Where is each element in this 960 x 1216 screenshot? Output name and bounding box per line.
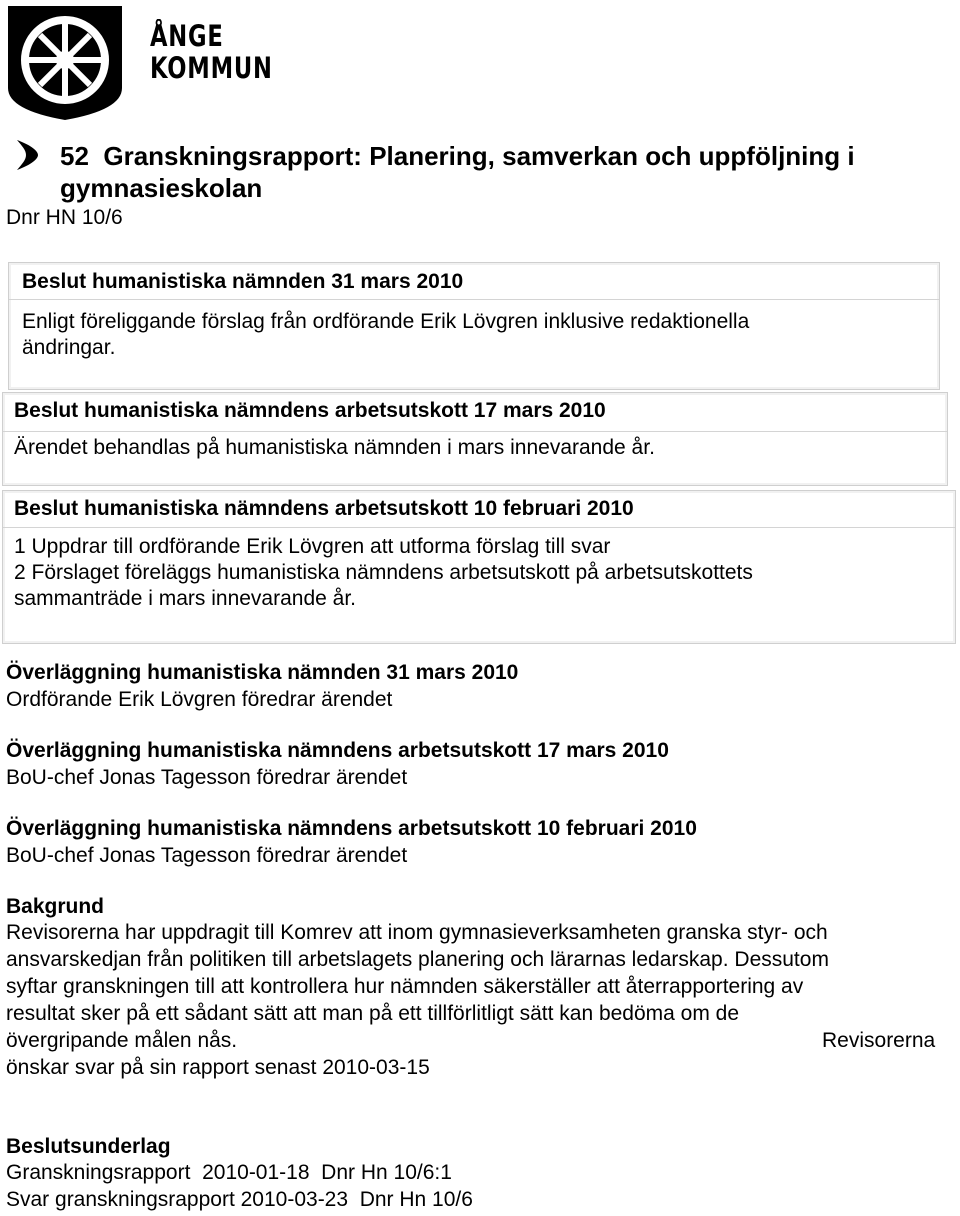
decision-box-1 xyxy=(8,262,940,390)
deliberation-text-2: BoU-chef Jonas Tagesson föredrar ärendet xyxy=(6,766,408,789)
background-heading: Bakgrund xyxy=(6,895,105,918)
section-bullet-icon xyxy=(14,138,40,172)
municipality-logo-text xyxy=(150,19,273,85)
background-line: önskar svar på sin rapport senast 2010-03-15 xyxy=(6,1056,430,1079)
basis-heading: Beslutsunderlag xyxy=(6,1135,171,1158)
basis-line: Granskningsrapport 2010-01-18 Dnr Hn 10/6:1 xyxy=(6,1161,452,1184)
background-line: Revisorerna xyxy=(822,1029,936,1052)
decision-heading-3: Beslut humanistiska nämndens arbetsutskott 10 februari 2010 xyxy=(14,497,634,520)
section-number: 52 xyxy=(60,141,89,171)
case-number: Dnr HN 10/6 xyxy=(6,206,123,229)
decision-heading-2: Beslut humanistiska nämndens arbetsutskott 17 mars 2010 xyxy=(14,399,606,422)
background-line: övergripande målen nås. xyxy=(6,1029,238,1052)
decision-text-line: 2 Förslaget föreläggs humanistiska nämndens arbetsutskott på arbetsutskottets xyxy=(14,561,753,584)
section-title-text: Granskningsrapport: Planering, samverkan och uppföljning i gymnasieskolan xyxy=(60,141,855,203)
logo-line-2: KOMMUN xyxy=(150,51,273,85)
deliberation-heading-1: Överläggning humanistiska nämnden 31 mars 2010 xyxy=(6,661,519,684)
background-line: resultat sker på ett sådant sätt att man på ett tillförlitligt sätt kan bedöma om de xyxy=(6,1002,740,1025)
deliberation-text-3: BoU-chef Jonas Tagesson föredrar ärendet xyxy=(6,844,408,867)
decision-text-line: Enligt föreliggande förslag från ordförande Erik Lövgren inklusive redaktionella xyxy=(22,310,750,333)
basis-line: Svar granskningsrapport 2010-03-23 Dnr Hn 10/6 xyxy=(6,1188,473,1211)
decision-box-3 xyxy=(2,490,956,644)
background-line: Revisorerna har uppdragit till Komrev att inom gymnasieverksamheten granska styr- och xyxy=(6,921,828,944)
deliberation-heading-2: Överläggning humanistiska nämndens arbetsutskott 17 mars 2010 xyxy=(6,739,669,762)
decision-heading-1: Beslut humanistiska nämnden 31 mars 2010 xyxy=(22,270,464,293)
decision-text-line: Ärendet behandlas på humanistiska nämnden i mars innevarande år. xyxy=(14,436,655,459)
background-line: syftar granskningen till att kontrollera hur nämnden säkerställer att återrapportering av xyxy=(6,975,804,998)
background-line: ansvarskedjan från politiken till arbetslagets planering och lärarnas ledarskap. Dessutom xyxy=(6,948,829,971)
decision-text-line: sammanträde i mars innevarande år. xyxy=(14,587,356,610)
decision-box-2 xyxy=(2,392,948,486)
decision-text-line: 1 Uppdrar till ordförande Erik Lövgren att utforma förslag till svar xyxy=(14,535,611,558)
decision-text-line: ändringar. xyxy=(22,336,116,359)
deliberation-heading-3: Överläggning humanistiska nämndens arbetsutskott 10 februari 2010 xyxy=(6,817,697,840)
logo-line-1: ÅNGE xyxy=(150,19,224,53)
deliberation-text-1: Ordförande Erik Lövgren föredrar ärendet xyxy=(6,688,393,711)
page-title xyxy=(60,140,940,204)
wheel-emblem-icon xyxy=(6,4,124,122)
